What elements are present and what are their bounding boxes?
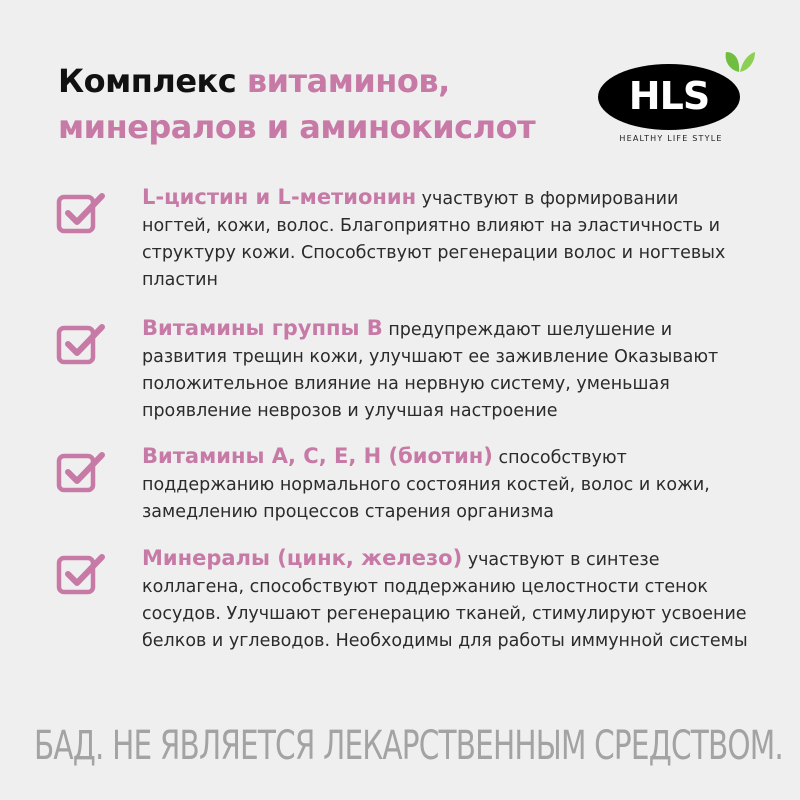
checkbox-check-icon	[56, 549, 106, 599]
logo-tagline: HEALTHY LIFE STYLE	[619, 134, 723, 143]
title-plain: Комплекс	[58, 62, 247, 100]
item-text	[142, 443, 752, 526]
title-accent-2: минералов и аминокислот	[58, 108, 536, 146]
item-text	[142, 315, 752, 425]
item-highlight: Витамины А, С, Е, Н (биотин)	[142, 444, 493, 468]
item-description: участвуют в формировании ногтей, кожи, волос. Благоприятно влияют на эластичность и структуру кожи. Способствуют регенерации волос и ногтевых пластин	[142, 189, 726, 290]
checkbox-check-icon	[56, 319, 106, 369]
disclaimer-footer: БАД. НЕ ЯВЛЯЕТСЯ ЛЕКАРСТВЕННЫМ СРЕДСТВОМ.	[34, 723, 783, 769]
item-highlight: L-цистин и L-метионин	[142, 185, 417, 209]
title-accent-1: витаминов,	[246, 62, 450, 100]
item-text	[142, 545, 752, 655]
item-text	[142, 184, 752, 294]
checkbox-check-icon	[56, 188, 106, 238]
item-highlight: Витамины группы В	[142, 316, 383, 340]
checkbox-check-icon	[56, 447, 106, 497]
item-description: предупреждают шелушение и развития трещин кожи, улучшают ее заживление Оказывают положительное влияние на нервную систему, уменьшая проявление неврозов и улучшая настроение	[142, 320, 719, 421]
logo-text: HLS	[628, 74, 710, 118]
item-description: участвуют в синтезе коллагена, способствуют поддержанию целостности стенок сосудов. Улучшают регенерацию тканей, стимулируют усвоение белков и углеводов. Необходимы для работы иммунной системы	[142, 550, 748, 651]
item-description: способствуют поддержанию нормального состояния костей, волос и кожи, замедлению процессов старения организма	[142, 448, 710, 522]
item-highlight: Минералы (цинк, железо)	[142, 546, 463, 570]
